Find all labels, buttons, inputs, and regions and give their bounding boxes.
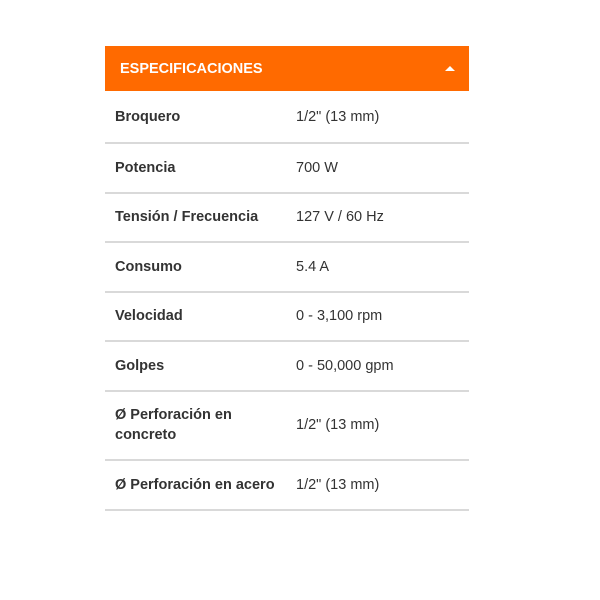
spec-label: Golpes — [115, 357, 165, 374]
spec-row — [105, 392, 469, 462]
spec-row — [105, 91, 469, 144]
spec-value: 700 W — [296, 159, 338, 176]
caret-up-icon[interactable] — [445, 66, 455, 71]
section-title: ESPECIFICACIONES — [120, 60, 263, 77]
spec-value: 1/2" (13 mm) — [296, 476, 380, 493]
spec-value: 1/2" (13 mm) — [296, 417, 380, 434]
spec-value: 5.4 A — [296, 258, 330, 275]
spec-label: Consumo — [115, 258, 182, 275]
spec-label: Tensión / Frecuencia — [115, 209, 259, 226]
specifications-header-toggle[interactable] — [105, 46, 469, 91]
spec-row — [105, 243, 469, 293]
spec-value: 0 - 3,100 rpm — [296, 308, 383, 325]
spec-value: 1/2" (13 mm) — [296, 108, 380, 125]
spec-row — [105, 342, 469, 392]
spec-label: Ø Perforación en acero — [115, 476, 275, 493]
spec-label: Velocidad — [115, 308, 183, 325]
spec-row — [105, 194, 469, 244]
spec-value: 127 V / 60 Hz — [296, 209, 384, 226]
spec-row — [105, 144, 469, 194]
spec-label: Potencia — [115, 159, 176, 176]
spec-value: 0 - 50,000 gpm — [296, 357, 394, 374]
spec-row — [105, 293, 469, 343]
spec-label: Broquero — [115, 108, 181, 125]
spec-label: Ø Perforación en concreto — [115, 407, 232, 444]
specifications-table — [105, 91, 469, 511]
spec-row — [105, 461, 469, 511]
specifications-panel — [105, 46, 469, 511]
